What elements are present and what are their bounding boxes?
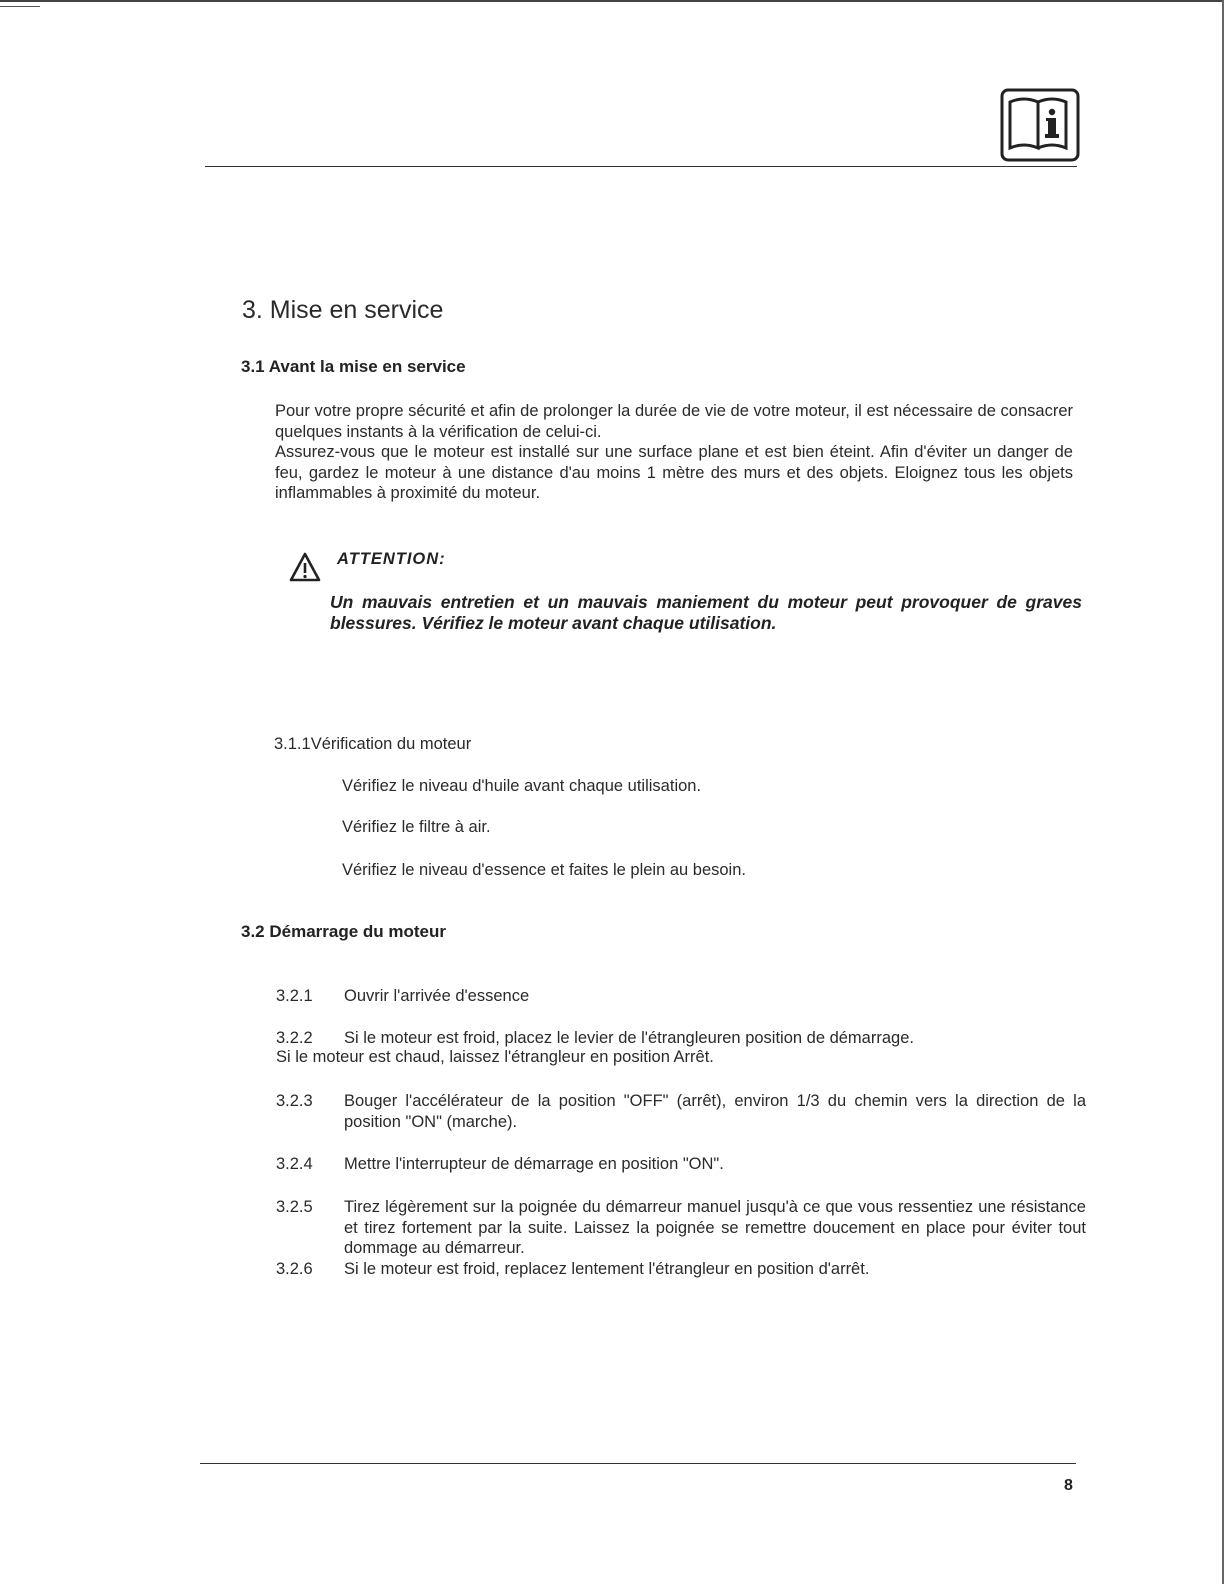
scan-top-edge — [0, 0, 1224, 2]
attention-body: Un mauvais entretien et un mauvais maniement du moteur peut provoquer de graves blessures. Vérifiez le moteur avant chaque utilisation. — [330, 592, 1082, 633]
step-3-2-4 — [276, 1154, 1086, 1175]
step-number: 3.2.4 — [276, 1155, 313, 1173]
footer-rule — [200, 1463, 1076, 1464]
step-3-2-5 — [276, 1197, 1086, 1259]
intro-paragraph — [275, 401, 1073, 504]
attention-title: ATTENTION: — [337, 550, 446, 568]
warning-triangle-icon — [289, 552, 321, 582]
heading-3-1-1: 3.1.1Vérification du moteur — [274, 735, 472, 753]
scan-left-mark — [0, 6, 40, 7]
step-number: 3.2.5 — [276, 1198, 313, 1216]
step-text: Tirez légèrement sur la poignée du démarreur manuel jusqu'à ce que vous ressentiez une résistance et tirez fortement par la suite. Laissez la poignée se remettre doucement en place pour éviter tout dommage au démarreur. — [344, 1198, 1086, 1257]
section-title: 3. Mise en service — [242, 296, 444, 324]
heading-3-1: 3.1 Avant la mise en service — [241, 357, 466, 376]
step-3-2-2-continuation: Si le moteur est chaud, laissez l'étrangleur en position Arrêt. — [276, 1048, 714, 1066]
intro-paragraph-2: Assurez-vous que le moteur est installé sur une surface plane et est bien éteint. Afin d'éviter un danger de feu, gardez le moteur à une distance d'au moins 1 mètre des murs et des objets. Eloignez tous les objets inflammables à proximité du moteur. — [275, 443, 1073, 502]
step-text: Bouger l'accélérateur de la position "OFF" (arrêt), environ 1/3 du chemin vers la direction de la position "ON" (marche). — [344, 1092, 1086, 1131]
step-text: Ouvrir l'arrivée d'essence — [344, 987, 530, 1005]
step-3-2-3 — [276, 1091, 1086, 1132]
step-3-2-6 — [276, 1259, 1086, 1280]
header-rule — [205, 166, 1077, 167]
step-3-2-2 — [276, 1028, 1086, 1049]
check-item-fuel: Vérifiez le niveau d'essence et faites le plein au besoin. — [342, 861, 746, 879]
step-text: Mettre l'interrupteur de démarrage en position "ON". — [344, 1155, 724, 1173]
step-text: Si le moteur est froid, placez le levier de l'étrangleuren position de démarrage. — [344, 1029, 914, 1047]
check-item-oil: Vérifiez le niveau d'huile avant chaque utilisation. — [342, 777, 702, 795]
step-number: 3.2.2 — [276, 1029, 313, 1047]
manual-info-icon — [1000, 88, 1082, 164]
page-number: 8 — [1064, 1477, 1073, 1494]
step-number: 3.2.1 — [276, 987, 313, 1005]
step-number: 3.2.3 — [276, 1092, 313, 1110]
check-item-air-filter: Vérifiez le filtre à air. — [342, 818, 491, 836]
step-text: Si le moteur est froid, replacez lentement l'étrangleur en position d'arrêt. — [344, 1260, 870, 1278]
intro-paragraph-1: Pour votre propre sécurité et afin de prolonger la durée de vie de votre moteur, il est nécessaire de consacrer quelques instants à la vérification de celui-ci. — [275, 402, 1073, 441]
heading-3-2: 3.2 Démarrage du moteur — [241, 922, 447, 941]
step-number: 3.2.6 — [276, 1260, 313, 1278]
step-3-2-1 — [276, 986, 1086, 1007]
